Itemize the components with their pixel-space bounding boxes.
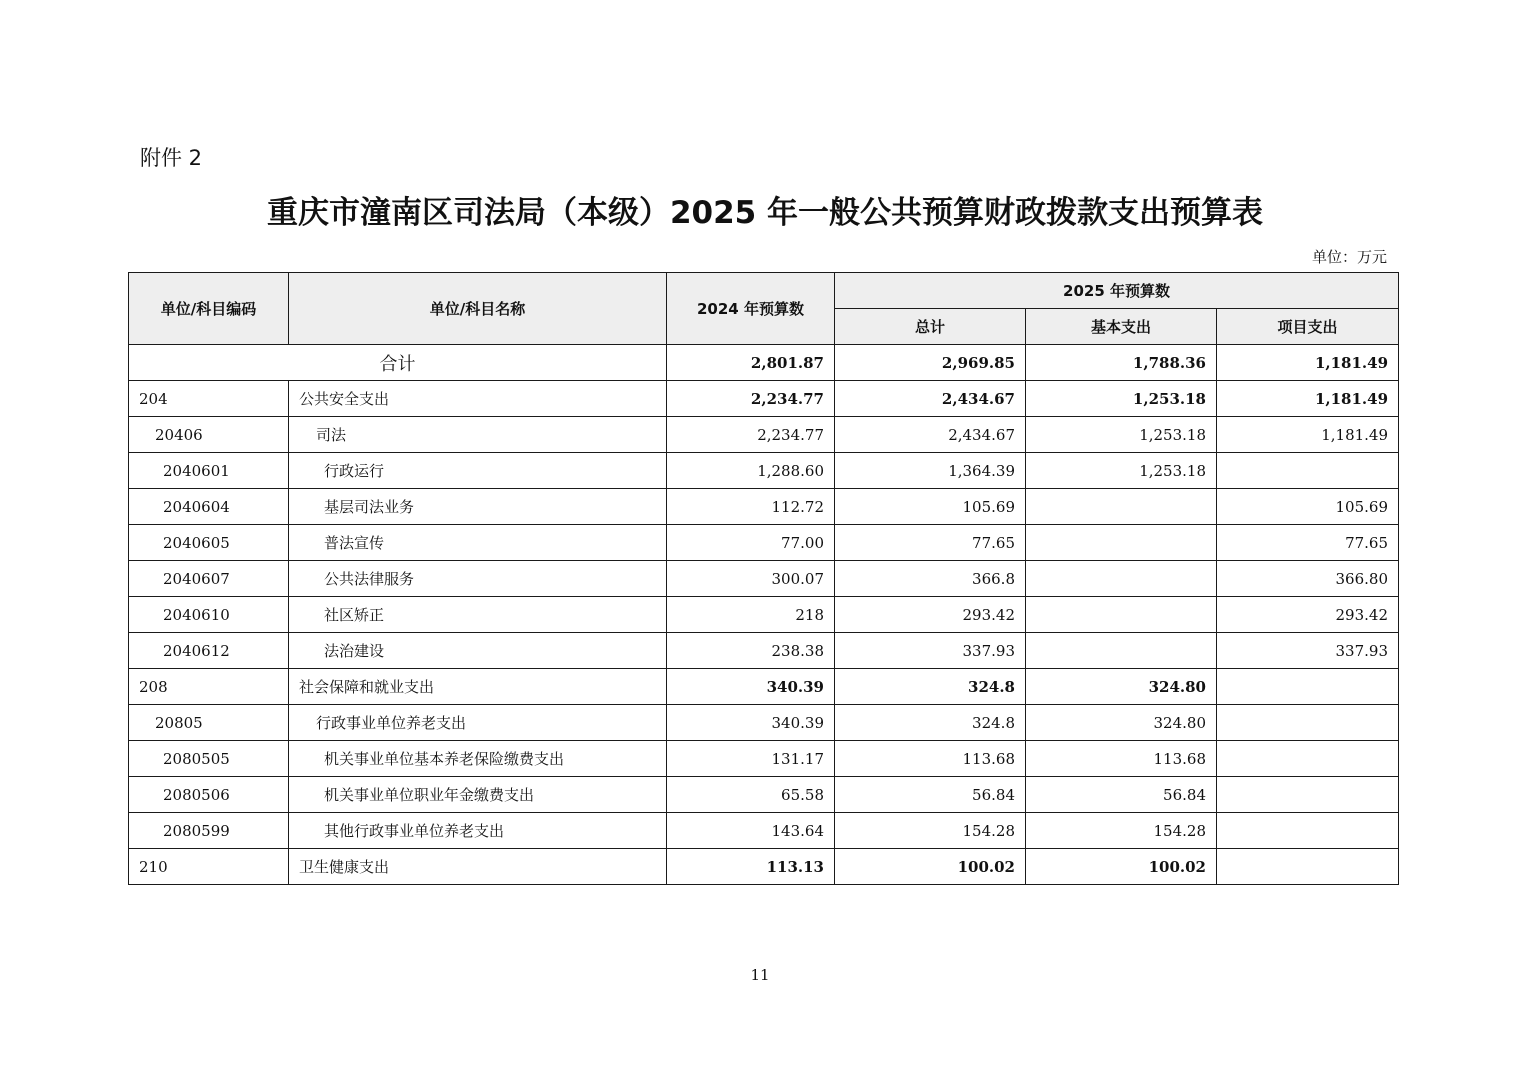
cell-code: 204 bbox=[129, 381, 289, 417]
cell-basic bbox=[1026, 597, 1217, 633]
cell-code: 2080506 bbox=[129, 777, 289, 813]
total-row-project: 1,181.49 bbox=[1217, 345, 1399, 381]
cell-total: 56.84 bbox=[835, 777, 1026, 813]
cell-project bbox=[1217, 777, 1399, 813]
cell-basic: 324.80 bbox=[1026, 705, 1217, 741]
cell-name: 法治建设 bbox=[289, 633, 667, 669]
table-row bbox=[129, 669, 1399, 705]
table-row bbox=[129, 597, 1399, 633]
cell-prev-budget: 2,234.77 bbox=[667, 381, 835, 417]
table-row bbox=[129, 777, 1399, 813]
cell-code: 20406 bbox=[129, 417, 289, 453]
table-body bbox=[129, 345, 1399, 885]
cell-total: 2,434.67 bbox=[835, 381, 1026, 417]
total-row-label: 合计 bbox=[129, 345, 667, 381]
cell-project: 1,181.49 bbox=[1217, 381, 1399, 417]
cell-prev-budget: 65.58 bbox=[667, 777, 835, 813]
cell-code: 20805 bbox=[129, 705, 289, 741]
cell-name: 行政运行 bbox=[289, 453, 667, 489]
header-current-budget-group: 2025 年预算数 bbox=[835, 273, 1399, 309]
cell-project bbox=[1217, 705, 1399, 741]
cell-total: 105.69 bbox=[835, 489, 1026, 525]
cell-project: 337.93 bbox=[1217, 633, 1399, 669]
cell-name: 机关事业单位职业年金缴费支出 bbox=[289, 777, 667, 813]
cell-basic bbox=[1026, 633, 1217, 669]
cell-total: 324.8 bbox=[835, 669, 1026, 705]
cell-project bbox=[1217, 849, 1399, 885]
cell-project: 293.42 bbox=[1217, 597, 1399, 633]
header-name: 单位/科目名称 bbox=[289, 273, 667, 345]
cell-name: 司法 bbox=[289, 417, 667, 453]
cell-total: 337.93 bbox=[835, 633, 1026, 669]
cell-code: 2040607 bbox=[129, 561, 289, 597]
table-row bbox=[129, 741, 1399, 777]
cell-project: 1,181.49 bbox=[1217, 417, 1399, 453]
cell-name: 社区矫正 bbox=[289, 597, 667, 633]
cell-code: 2040612 bbox=[129, 633, 289, 669]
cell-project bbox=[1217, 741, 1399, 777]
cell-basic: 113.68 bbox=[1026, 741, 1217, 777]
cell-project: 366.80 bbox=[1217, 561, 1399, 597]
cell-total: 293.42 bbox=[835, 597, 1026, 633]
table-row bbox=[129, 489, 1399, 525]
cell-prev-budget: 113.13 bbox=[667, 849, 835, 885]
table-row bbox=[129, 453, 1399, 489]
cell-total: 113.68 bbox=[835, 741, 1026, 777]
cell-basic: 56.84 bbox=[1026, 777, 1217, 813]
cell-prev-budget: 77.00 bbox=[667, 525, 835, 561]
cell-code: 2040601 bbox=[129, 453, 289, 489]
budget-table bbox=[128, 272, 1399, 885]
cell-prev-budget: 218 bbox=[667, 597, 835, 633]
attachment-label: 附件 2 bbox=[140, 146, 203, 170]
cell-prev-budget: 340.39 bbox=[667, 669, 835, 705]
header-total: 总计 bbox=[835, 309, 1026, 345]
table-row bbox=[129, 561, 1399, 597]
total-row-prev: 2,801.87 bbox=[667, 345, 835, 381]
cell-code: 208 bbox=[129, 669, 289, 705]
cell-name: 公共法律服务 bbox=[289, 561, 667, 597]
page-number: 11 bbox=[750, 966, 770, 984]
cell-code: 2080505 bbox=[129, 741, 289, 777]
cell-total: 2,434.67 bbox=[835, 417, 1026, 453]
table-row bbox=[129, 417, 1399, 453]
cell-total: 1,364.39 bbox=[835, 453, 1026, 489]
cell-prev-budget: 112.72 bbox=[667, 489, 835, 525]
cell-name: 机关事业单位基本养老保险缴费支出 bbox=[289, 741, 667, 777]
cell-name: 社会保障和就业支出 bbox=[289, 669, 667, 705]
cell-basic bbox=[1026, 525, 1217, 561]
cell-total: 324.8 bbox=[835, 705, 1026, 741]
header-project: 项目支出 bbox=[1217, 309, 1399, 345]
cell-name: 其他行政事业单位养老支出 bbox=[289, 813, 667, 849]
cell-code: 2040605 bbox=[129, 525, 289, 561]
total-row-total: 2,969.85 bbox=[835, 345, 1026, 381]
header-code: 单位/科目编码 bbox=[129, 273, 289, 345]
cell-code: 2080599 bbox=[129, 813, 289, 849]
cell-project: 77.65 bbox=[1217, 525, 1399, 561]
cell-code: 210 bbox=[129, 849, 289, 885]
total-row-basic: 1,788.36 bbox=[1026, 345, 1217, 381]
table-row bbox=[129, 813, 1399, 849]
cell-prev-budget: 1,288.60 bbox=[667, 453, 835, 489]
cell-basic: 1,253.18 bbox=[1026, 381, 1217, 417]
cell-basic bbox=[1026, 489, 1217, 525]
table-row bbox=[129, 381, 1399, 417]
cell-name: 行政事业单位养老支出 bbox=[289, 705, 667, 741]
cell-prev-budget: 300.07 bbox=[667, 561, 835, 597]
cell-basic: 154.28 bbox=[1026, 813, 1217, 849]
cell-basic: 100.02 bbox=[1026, 849, 1217, 885]
table-row bbox=[129, 849, 1399, 885]
header-basic: 基本支出 bbox=[1026, 309, 1217, 345]
cell-prev-budget: 131.17 bbox=[667, 741, 835, 777]
table-row bbox=[129, 633, 1399, 669]
cell-basic bbox=[1026, 561, 1217, 597]
cell-name: 普法宣传 bbox=[289, 525, 667, 561]
cell-basic: 1,253.18 bbox=[1026, 417, 1217, 453]
cell-basic: 1,253.18 bbox=[1026, 453, 1217, 489]
cell-prev-budget: 340.39 bbox=[667, 705, 835, 741]
table-row bbox=[129, 705, 1399, 741]
cell-project bbox=[1217, 453, 1399, 489]
cell-prev-budget: 143.64 bbox=[667, 813, 835, 849]
cell-total: 77.65 bbox=[835, 525, 1026, 561]
cell-code: 2040604 bbox=[129, 489, 289, 525]
table-row bbox=[129, 525, 1399, 561]
table-header bbox=[129, 273, 1399, 345]
cell-name: 基层司法业务 bbox=[289, 489, 667, 525]
cell-prev-budget: 2,234.77 bbox=[667, 417, 835, 453]
cell-project bbox=[1217, 669, 1399, 705]
cell-prev-budget: 238.38 bbox=[667, 633, 835, 669]
cell-basic: 324.80 bbox=[1026, 669, 1217, 705]
cell-project bbox=[1217, 813, 1399, 849]
cell-name: 卫生健康支出 bbox=[289, 849, 667, 885]
cell-code: 2040610 bbox=[129, 597, 289, 633]
cell-project: 105.69 bbox=[1217, 489, 1399, 525]
cell-name: 公共安全支出 bbox=[289, 381, 667, 417]
header-prev-budget: 2024 年预算数 bbox=[667, 273, 835, 345]
unit-label: 单位：万元 bbox=[1311, 248, 1387, 266]
total-row bbox=[129, 345, 1399, 381]
cell-total: 100.02 bbox=[835, 849, 1026, 885]
cell-total: 366.8 bbox=[835, 561, 1026, 597]
document-title: 重庆市潼南区司法局（本级）2025 年一般公共预算财政拨款支出预算表 bbox=[266, 195, 1264, 231]
cell-total: 154.28 bbox=[835, 813, 1026, 849]
